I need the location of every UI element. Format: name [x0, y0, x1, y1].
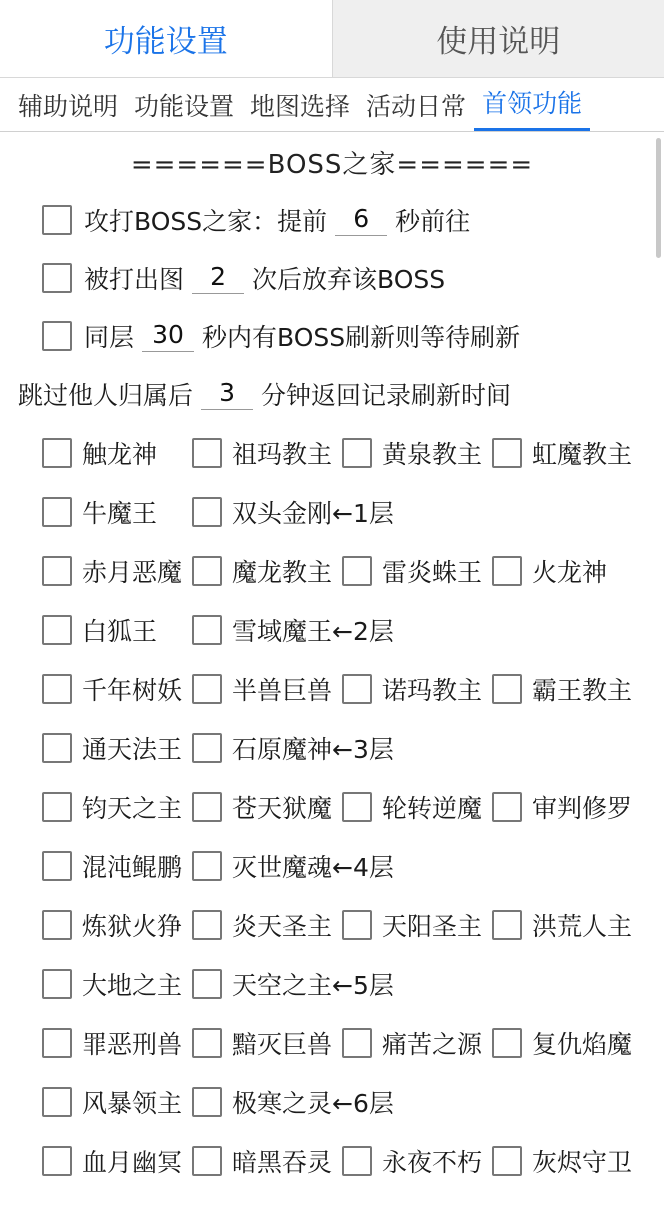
setting-label-prefix: 攻打BOSS之家：提前 [84, 207, 328, 236]
top-tab-function-settings[interactable] [0, 0, 333, 77]
input-respawn-wait-seconds[interactable]: 30 [142, 320, 194, 352]
section-title: ======BOSS之家====== [130, 150, 534, 180]
boss-item[interactable] [192, 435, 342, 471]
checkbox-boss[interactable] [192, 615, 222, 645]
boss-name: 火龙神 [532, 557, 608, 587]
boss-row [0, 954, 664, 1013]
boss-name: 牛魔王 [82, 498, 158, 528]
boss-item[interactable] [192, 789, 342, 825]
input-return-minutes[interactable]: 3 [201, 378, 253, 410]
sub-tab-bar [0, 78, 664, 132]
boss-item[interactable] [342, 789, 492, 825]
checkbox-boss[interactable] [42, 674, 72, 704]
input-knockout-count[interactable]: 2 [192, 262, 244, 294]
checkbox-boss[interactable] [192, 556, 222, 586]
checkbox-boss[interactable] [42, 615, 72, 645]
checkbox-boss[interactable] [492, 556, 522, 586]
settings-panel [0, 132, 664, 1210]
checkbox-boss[interactable] [192, 438, 222, 468]
boss-name: 炎天圣主 [232, 911, 333, 941]
boss-name: 钧天之主 [82, 793, 183, 823]
boss-item[interactable] [42, 1025, 192, 1061]
sub-tab-label: 功能设置 [134, 92, 235, 121]
checkbox-knocked-out[interactable] [42, 263, 72, 293]
checkbox-boss[interactable] [192, 1087, 222, 1117]
boss-row [0, 718, 664, 777]
boss-name: 白狐王 [82, 616, 158, 646]
boss-item[interactable] [192, 612, 394, 648]
checkbox-boss[interactable] [192, 851, 222, 881]
boss-item[interactable] [42, 1143, 192, 1179]
boss-name: 苍天狱魔 [232, 793, 333, 823]
setting-label-prefix: 被打出图 [84, 265, 185, 294]
setting-row-attack-boss-home [0, 191, 664, 249]
boss-name: 大地之主 [82, 970, 183, 1000]
boss-row [0, 1072, 664, 1131]
checkbox-boss[interactable] [192, 674, 222, 704]
top-tab-label: 功能设置 [103, 24, 228, 60]
checkbox-boss[interactable] [342, 910, 372, 940]
boss-name: 半兽巨兽 [232, 675, 333, 705]
checkbox-boss[interactable] [492, 438, 522, 468]
boss-name: 通天法王 [82, 734, 183, 764]
boss-item[interactable] [192, 848, 394, 884]
boss-item[interactable] [192, 1025, 342, 1061]
checkbox-attack-boss-home[interactable] [42, 205, 72, 235]
checkbox-boss[interactable] [192, 733, 222, 763]
boss-item[interactable] [492, 789, 642, 825]
boss-item[interactable] [342, 671, 492, 707]
checkbox-boss[interactable] [42, 1146, 72, 1176]
boss-item[interactable] [492, 553, 642, 589]
checkbox-boss[interactable] [192, 910, 222, 940]
boss-item[interactable] [492, 435, 642, 471]
boss-item[interactable] [192, 671, 342, 707]
boss-row [0, 482, 664, 541]
sub-tab-label: 地图选择 [250, 92, 351, 121]
setting-label-suffix: 秒前往 [395, 207, 471, 236]
boss-name: 审判修罗 [532, 793, 633, 823]
boss-name: 雷炎蛛王 [382, 557, 483, 587]
boss-name: 风暴领主 [82, 1088, 183, 1118]
boss-row [0, 895, 664, 954]
boss-item[interactable] [42, 789, 192, 825]
checkbox-boss[interactable] [42, 497, 72, 527]
boss-name: 灰烬守卫 [532, 1147, 633, 1177]
checkbox-boss[interactable] [492, 1146, 522, 1176]
boss-item[interactable] [42, 435, 192, 471]
boss-item[interactable] [342, 1143, 492, 1179]
boss-name: 黄泉教主 [382, 439, 483, 469]
checkbox-boss[interactable] [42, 1028, 72, 1058]
checkbox-boss[interactable] [42, 910, 72, 940]
checkbox-boss[interactable] [492, 674, 522, 704]
boss-item[interactable] [342, 1025, 492, 1061]
checkbox-boss[interactable] [42, 792, 72, 822]
boss-item[interactable] [492, 1143, 642, 1179]
setting-label-suffix: 分钟返回记录刷新时间 [261, 381, 512, 410]
checkbox-boss[interactable] [342, 674, 372, 704]
boss-item[interactable] [492, 1025, 642, 1061]
boss-item[interactable] [492, 671, 642, 707]
boss-name: 触龙神 [82, 439, 158, 469]
sub-tab-help[interactable] [10, 87, 126, 131]
checkbox-boss[interactable] [342, 1028, 372, 1058]
boss-name: 罪恶刑兽 [82, 1029, 183, 1059]
checkbox-boss[interactable] [192, 1028, 222, 1058]
checkbox-boss[interactable] [192, 792, 222, 822]
boss-row [0, 423, 664, 482]
checkbox-boss[interactable] [42, 1087, 72, 1117]
setting-row-knocked-out [0, 249, 664, 307]
sub-tab-label: 辅助说明 [18, 92, 119, 121]
checkbox-boss[interactable] [42, 851, 72, 881]
boss-name: 天阳圣主 [382, 911, 483, 941]
boss-name: 灭世魔魂←4层 [232, 852, 394, 882]
boss-item[interactable] [42, 553, 192, 589]
boss-item[interactable] [42, 907, 192, 943]
boss-row [0, 600, 664, 659]
boss-item[interactable] [342, 553, 492, 589]
boss-name: 炼狱火狰 [82, 911, 183, 941]
boss-item[interactable] [192, 1084, 394, 1120]
boss-name: 魔龙教主 [232, 557, 333, 587]
boss-item[interactable] [492, 907, 642, 943]
checkbox-boss[interactable] [342, 556, 372, 586]
boss-item[interactable] [192, 966, 394, 1002]
boss-item[interactable] [342, 435, 492, 471]
boss-name: 永夜不朽 [382, 1147, 483, 1177]
boss-name: 混沌鲲鹏 [82, 852, 183, 882]
boss-item[interactable] [42, 848, 192, 884]
checkbox-boss[interactable] [492, 792, 522, 822]
boss-name: 极寒之灵←6层 [232, 1088, 394, 1118]
setting-label-suffix: 次后放弃该BOSS [252, 265, 446, 294]
boss-row [0, 836, 664, 895]
boss-name: 祖玛教主 [232, 439, 333, 469]
boss-name: 诺玛教主 [382, 675, 483, 705]
boss-row [0, 659, 664, 718]
boss-name: 天空之主←5层 [232, 970, 394, 1000]
checkbox-boss[interactable] [42, 969, 72, 999]
sub-tab-label: 首领功能 [482, 89, 583, 118]
checkbox-boss[interactable] [192, 1146, 222, 1176]
boss-name: 轮转逆魔 [382, 793, 483, 823]
checkbox-boss[interactable] [492, 910, 522, 940]
boss-row [0, 1013, 664, 1072]
boss-item[interactable] [192, 553, 342, 589]
boss-item[interactable] [192, 907, 342, 943]
boss-name: 痛苦之源 [382, 1029, 483, 1059]
boss-item[interactable] [192, 1143, 342, 1179]
boss-item[interactable] [342, 907, 492, 943]
boss-item[interactable] [42, 612, 192, 648]
boss-row [0, 541, 664, 600]
boss-row [0, 1131, 664, 1190]
checkbox-boss[interactable] [342, 1146, 372, 1176]
boss-item[interactable] [42, 494, 192, 530]
setting-row-same-floor-wait [0, 307, 664, 365]
boss-name: 暗黑吞灵 [232, 1147, 333, 1177]
checkbox-boss[interactable] [192, 969, 222, 999]
sub-tab-boss-function[interactable] [474, 84, 590, 131]
checkbox-boss[interactable] [192, 497, 222, 527]
top-tab-label: 使用说明 [436, 24, 561, 60]
checkbox-boss[interactable] [42, 438, 72, 468]
boss-item[interactable] [42, 671, 192, 707]
setting-label-prefix: 同层 [84, 323, 135, 352]
boss-name: 霸王教主 [532, 675, 633, 705]
boss-item[interactable] [42, 1084, 192, 1120]
boss-name: 赤月恶魔 [82, 557, 183, 587]
checkbox-same-floor-wait[interactable] [42, 321, 72, 351]
sub-tab-map-select[interactable] [242, 87, 358, 131]
boss-item[interactable] [42, 730, 192, 766]
boss-item[interactable] [192, 494, 394, 530]
boss-name: 雪域魔王←2层 [232, 616, 394, 646]
sub-tab-function-settings[interactable] [126, 87, 242, 131]
setting-row-skip-owned [0, 365, 664, 423]
checkbox-boss[interactable] [342, 438, 372, 468]
boss-row [0, 777, 664, 836]
setting-label-suffix: 秒内有BOSS刷新则等待刷新 [202, 323, 521, 352]
top-tab-instructions[interactable] [333, 0, 664, 77]
sub-tab-label: 活动日常 [366, 92, 467, 121]
sub-tab-daily-activity[interactable] [358, 87, 474, 131]
boss-name: 洪荒人主 [532, 911, 633, 941]
top-tab-bar [0, 0, 664, 78]
checkbox-boss[interactable] [342, 792, 372, 822]
checkbox-boss[interactable] [42, 733, 72, 763]
input-advance-seconds[interactable]: 6 [335, 204, 387, 236]
boss-name: 石原魔神←3层 [232, 734, 394, 764]
boss-name: 双头金刚←1层 [232, 498, 394, 528]
boss-name: 千年树妖 [82, 675, 183, 705]
checkbox-boss[interactable] [42, 556, 72, 586]
vertical-scrollbar[interactable] [656, 138, 661, 258]
boss-name: 黯灭巨兽 [232, 1029, 333, 1059]
boss-item[interactable] [192, 730, 394, 766]
checkbox-boss[interactable] [492, 1028, 522, 1058]
boss-name: 血月幽冥 [82, 1147, 183, 1177]
boss-name: 复仇焰魔 [532, 1029, 633, 1059]
setting-label-prefix: 跳过他人归属后 [18, 381, 194, 410]
boss-item[interactable] [42, 966, 192, 1002]
boss-name: 虹魔教主 [532, 439, 633, 469]
